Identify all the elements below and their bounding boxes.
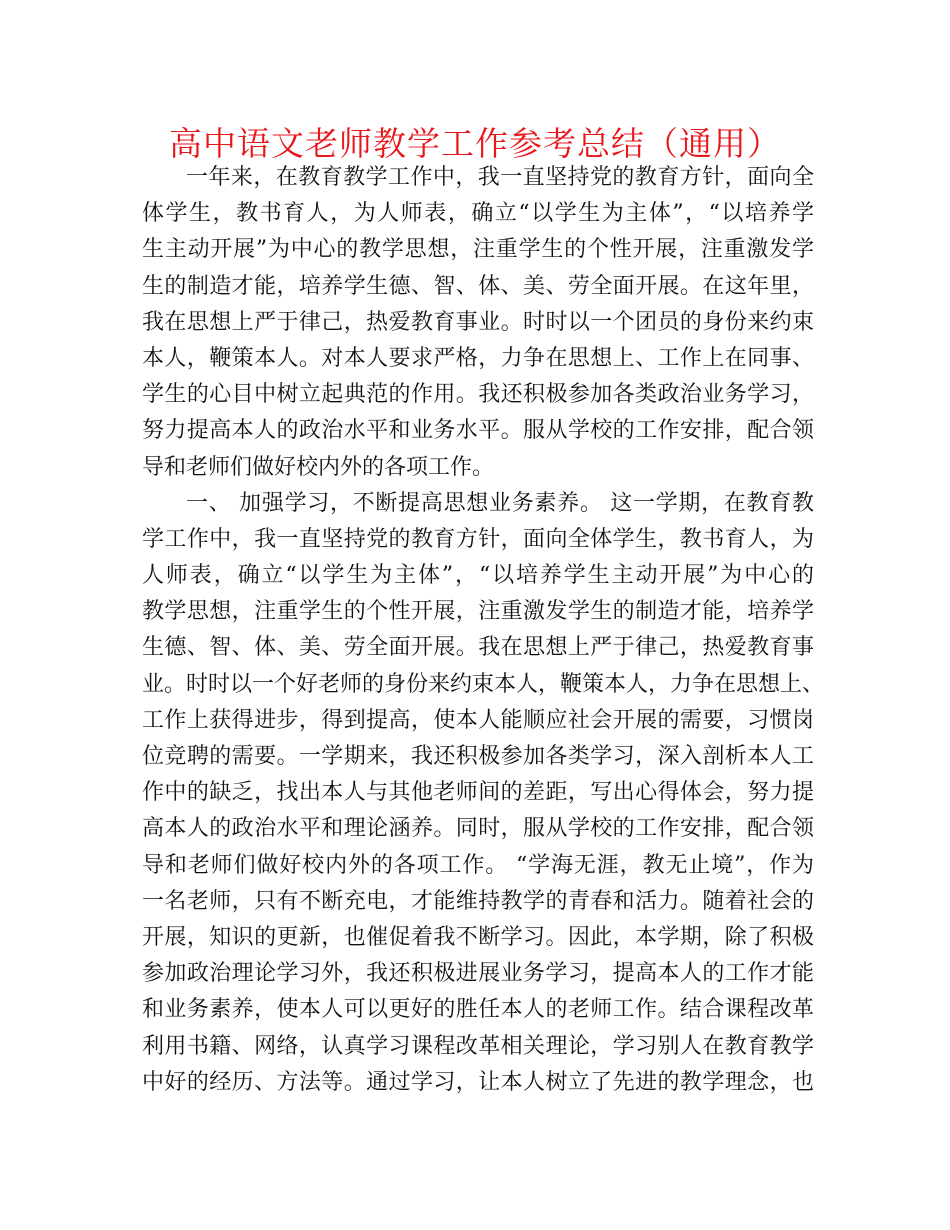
- document-body: [142, 160, 825, 1101]
- paragraph-line: 工作上获得进步，得到提高，使本人能顺应社会开展的需要，习惯岗: [142, 707, 814, 733]
- document-title: 高中语文老师教学工作参考总结（通用）: [169, 124, 781, 163]
- paragraph-line: 作中的缺乏，找出本人与其他老师间的差距，写出心得体会，努力提: [142, 780, 814, 806]
- paragraph-line: 导和老师们做好校内外的各项工作。: [142, 454, 495, 480]
- paragraph-line: 本人，鞭策本人。对本人要求严格，力争在思想上、工作上在同事、: [142, 345, 814, 371]
- paragraph-line: 开展，知识的更新，也催促着我不断学习。因此，本学期，除了积极: [142, 924, 814, 950]
- paragraph-line: 教学思想，注重学生的个性开展，注重激发学生的制造才能，培养学: [142, 599, 814, 625]
- paragraph-line: 生主动开展”为中心的教学思想，注重学生的个性开展，注重激发学: [142, 237, 814, 263]
- paragraph-line: 生德、智、体、美、劳全面开展。我在思想上严于律己，热爱教育事: [142, 635, 814, 661]
- paragraph-line: 一、 加强学习，不断提高思想业务素养。 这一学期，在教育教: [186, 490, 814, 516]
- paragraph-line: 和业务素养，使本人可以更好的胜任本人的老师工作。结合课程改革: [142, 997, 814, 1023]
- paragraph-line: 高本人的政治水平和理论涵养。同时，服从学校的工作安排，配合领: [142, 816, 814, 842]
- paragraph-line: 一名老师，只有不断充电，才能维持教学的青春和活力。随着社会的: [142, 888, 814, 914]
- paragraph-line: 利用书籍、网络，认真学习课程改革相关理论，学习别人在教育教学: [142, 1033, 814, 1059]
- paragraph-line: 努力提高本人的政治水平和业务水平。服从学校的工作安排，配合领: [142, 418, 814, 444]
- paragraph-line: 中好的经历、方法等。通过学习，让本人树立了先进的教学理念，也: [142, 1069, 814, 1095]
- paragraph-line: 生的制造才能，培养学生德、智、体、美、劳全面开展。在这年里，: [142, 273, 814, 299]
- paragraph-line: 导和老师们做好校内外的各项工作。 “学海无涯，教无止境”，作为: [142, 852, 814, 878]
- paragraph-line: 我在思想上严于律己，热爱教育事业。时时以一个团员的身份来约束: [142, 309, 814, 335]
- paragraph-line: 参加政治理论学习外，我还积极进展业务学习，提高本人的工作才能: [142, 961, 814, 987]
- paragraph-line: 人师表，确立“以学生为主体”，“以培养学生主动开展”为中心的: [142, 563, 814, 589]
- paragraph-line: 位竞聘的需要。一学期来，我还积极参加各类学习，深入剖析本人工: [142, 744, 814, 769]
- paragraph-line: 体学生，教书育人，为人师表，确立“以学生为主体”，“以培养学: [142, 201, 814, 227]
- paragraph-line: 学工作中，我一直坚持党的教育方针，面向全体学生，教书育人，为: [142, 526, 814, 552]
- paragraph-line: 学生的心目中树立起典范的作用。我还积极参加各类政治业务学习，: [142, 382, 814, 408]
- paragraph-line: 业。时时以一个好老师的身份来约束本人，鞭策本人，力争在思想上、: [142, 671, 825, 697]
- paragraph-line: 一年来，在教育教学工作中，我一直坚持党的教育方针，面向全: [186, 165, 814, 190]
